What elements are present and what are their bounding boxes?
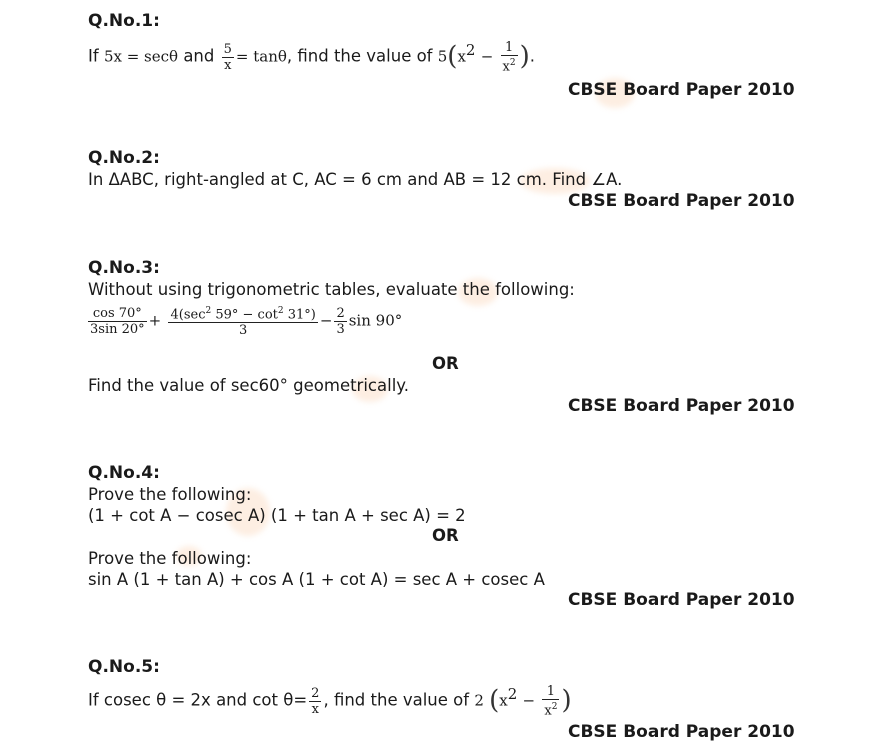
question-4-alt [88, 548, 808, 590]
num-part: 4(sec [170, 307, 206, 323]
text-find: , find the value of [323, 690, 470, 710]
fraction-1-over-x2 [501, 40, 518, 74]
question-text: In ΔABC, right-angled at C, AC = 6 cm and AB = 12 cm. Find ∠A. [88, 170, 623, 189]
frac-den: $x^2$ [544, 702, 558, 719]
frac-num: $4(\sec^2$ $59^\circ - \cot^2 31^\circ$) [170, 306, 316, 323]
or-divider: OR [432, 354, 459, 373]
source-label: CBSE Board Paper 2010 [568, 590, 795, 610]
left-paren: ( [447, 41, 458, 72]
fraction-cos70-over-3sin20 [88, 306, 147, 337]
num-part: 59° − cot [211, 307, 278, 323]
fraction-5-over-x [222, 42, 234, 73]
question-1 [88, 10, 808, 74]
math-minus: − [480, 47, 494, 66]
frac-num: 2 [311, 685, 320, 701]
source-label: CBSE Board Paper 2010 [568, 80, 795, 100]
question-title: Q.No.1: [88, 11, 160, 31]
source-label: CBSE Board Paper 2010 [568, 722, 795, 742]
math-plus: + [148, 311, 162, 330]
right-paren: ) [561, 685, 572, 716]
frac-den-x: x [502, 59, 510, 75]
question-title: Q.No.3: [88, 258, 160, 278]
fraction-2-over-x [309, 686, 321, 717]
question-4 [88, 462, 808, 526]
math-coef: 2 [474, 691, 484, 710]
fraction-2-over-3 [334, 306, 346, 337]
or-divider: OR [432, 526, 459, 545]
question-text: Find the value of sec60° geometrically. [88, 376, 409, 395]
left-paren: ( [489, 685, 500, 716]
fraction-sec-cot [168, 304, 317, 338]
question-3 [88, 257, 808, 338]
math-5x-sec: 5x = secθ [103, 47, 179, 66]
question-3-alt [88, 375, 808, 396]
num-part: 31°) [283, 307, 316, 323]
math-coef: 5 [437, 47, 448, 66]
question-text: If 5x = secθ and $\frac{5}{x}$ = tanθ, find the value of $5(x^2$ − $\frac{1}{x^2}$ ). [88, 40, 536, 75]
question-text: sin A (1 + tan A) + cos A (1 + cot A) = sec A + cosec A [88, 570, 545, 589]
expression [88, 304, 808, 338]
fraction-1-over-x2 [542, 684, 559, 718]
question-2 [88, 147, 808, 190]
math-minus: − [522, 691, 536, 710]
right-paren: ) [519, 41, 530, 72]
question-text: Prove the following: [88, 549, 252, 568]
source-label: CBSE Board Paper 2010 [568, 396, 795, 416]
source-label: CBSE Board Paper 2010 [568, 191, 795, 211]
question-title: Q.No.5: [88, 657, 160, 677]
text-find: , find the value of [286, 46, 433, 66]
question-text: (1 + cot A − cosec A) (1 + tan A + sec A) = 2 [88, 506, 466, 525]
frac-num: cos 70° [88, 306, 147, 322]
math-minus: − [319, 311, 333, 330]
frac-den-x: x [544, 703, 552, 719]
text-period: . [529, 46, 536, 66]
frac-num: 2 [336, 305, 345, 321]
question-text: Without using trigonometric tables, evaluate the following: [88, 280, 575, 299]
frac-den: x [311, 701, 319, 717]
frac-den: 3 [239, 323, 248, 339]
frac-den: x [224, 57, 232, 73]
question-text: If cosec θ = 2x and cot θ= $\frac{2}{x}$ , find the value of 2 ($x^2$ − $\frac{1}{x^2}$ ) [88, 684, 572, 719]
frac-num: 1 [501, 40, 518, 56]
text-pre: If cosec θ = 2x and cot θ= [88, 690, 308, 710]
frac-num: 5 [223, 41, 232, 57]
frac-den: $x^2$ [502, 58, 516, 75]
math-x: x [457, 47, 466, 66]
math-x: x [499, 691, 508, 710]
question-title: Q.No.2: [88, 148, 160, 168]
question-5 [88, 656, 808, 718]
text-if: If [88, 46, 99, 66]
math-tan: = tanθ [235, 47, 287, 66]
question-title: Q.No.4: [88, 463, 160, 483]
frac-den: 3sin 20° [90, 321, 145, 337]
math-sin90: sin 90° [348, 311, 403, 330]
question-text: Prove the following: [88, 485, 252, 504]
text-and: and [183, 46, 215, 66]
frac-den: 3 [336, 321, 345, 337]
frac-num: 1 [542, 684, 559, 700]
